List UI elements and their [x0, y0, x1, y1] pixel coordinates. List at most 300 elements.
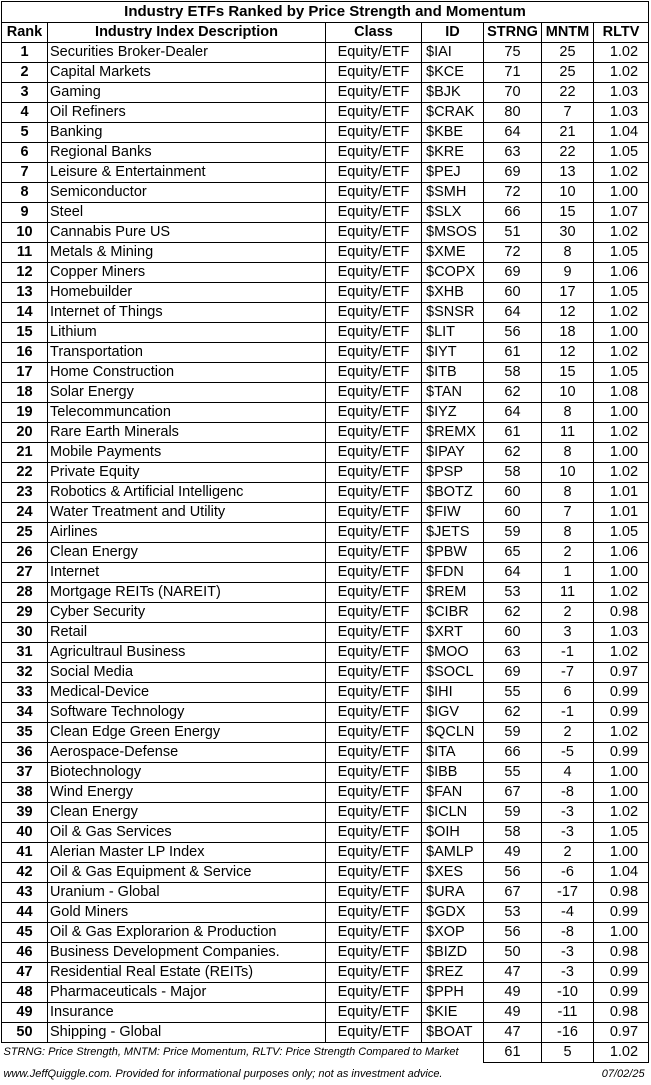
id-cell: $BOTZ	[422, 483, 484, 503]
id-cell: $IHI	[422, 683, 484, 703]
rank-cell: 14	[2, 303, 48, 323]
summary-row	[2, 1043, 649, 1063]
rltv-cell: 0.99	[594, 963, 649, 983]
avg-strng: 61	[484, 1043, 542, 1063]
class-cell: Equity/ETF	[326, 343, 422, 363]
rltv-cell: 1.05	[594, 283, 649, 303]
strng-cell: 63	[484, 643, 542, 663]
id-cell: $ICLN	[422, 803, 484, 823]
table-row	[2, 563, 649, 583]
table-row	[2, 63, 649, 83]
id-cell: $IPAY	[422, 443, 484, 463]
rltv-cell: 1.05	[594, 143, 649, 163]
table-row	[2, 763, 649, 783]
mntm-cell: 21	[542, 123, 594, 143]
table-row	[2, 343, 649, 363]
mntm-cell: 2	[542, 843, 594, 863]
rltv-cell: 0.99	[594, 703, 649, 723]
description-cell: Capital Markets	[48, 63, 326, 83]
class-cell: Equity/ETF	[326, 303, 422, 323]
strng-cell: 56	[484, 863, 542, 883]
description-cell: Alerian Master LP Index	[48, 843, 326, 863]
rank-cell: 26	[2, 543, 48, 563]
strng-cell: 64	[484, 123, 542, 143]
strng-cell: 58	[484, 463, 542, 483]
id-cell: $SLX	[422, 203, 484, 223]
rank-cell: 47	[2, 963, 48, 983]
strng-cell: 47	[484, 963, 542, 983]
class-cell: Equity/ETF	[326, 103, 422, 123]
class-cell: Equity/ETF	[326, 43, 422, 63]
rank-cell: 1	[2, 43, 48, 63]
table-row	[2, 823, 649, 843]
rltv-cell: 1.00	[594, 183, 649, 203]
class-cell: Equity/ETF	[326, 683, 422, 703]
strng-cell: 50	[484, 943, 542, 963]
table-row	[2, 783, 649, 803]
id-cell: $JETS	[422, 523, 484, 543]
table-title: Industry ETFs Ranked by Price Strength and Momentum	[2, 2, 649, 23]
id-cell: $ITB	[422, 363, 484, 383]
id-cell: $IAI	[422, 43, 484, 63]
strng-cell: 64	[484, 303, 542, 323]
id-cell: $IYT	[422, 343, 484, 363]
rank-cell: 38	[2, 783, 48, 803]
description-cell: Software Technology	[48, 703, 326, 723]
table-row	[2, 423, 649, 443]
description-cell: Telecommuncation	[48, 403, 326, 423]
rank-cell: 49	[2, 1003, 48, 1023]
strng-cell: 49	[484, 983, 542, 1003]
id-cell: $CRAK	[422, 103, 484, 123]
rank-cell: 2	[2, 63, 48, 83]
class-cell: Equity/ETF	[326, 1023, 422, 1043]
table-row	[2, 703, 649, 723]
description-cell: Oil & Gas Services	[48, 823, 326, 843]
class-cell: Equity/ETF	[326, 223, 422, 243]
table-row	[2, 603, 649, 623]
table-row	[2, 963, 649, 983]
rltv-cell: 0.98	[594, 603, 649, 623]
class-cell: Equity/ETF	[326, 583, 422, 603]
class-cell: Equity/ETF	[326, 383, 422, 403]
description-cell: Agricultraul Business	[48, 643, 326, 663]
title-row	[2, 2, 649, 23]
rank-cell: 32	[2, 663, 48, 683]
description-cell: Home Construction	[48, 363, 326, 383]
mntm-cell: -3	[542, 803, 594, 823]
description-cell: Steel	[48, 203, 326, 223]
class-cell: Equity/ETF	[326, 523, 422, 543]
header-rank: Rank	[2, 23, 48, 43]
rltv-cell: 1.04	[594, 863, 649, 883]
class-cell: Equity/ETF	[326, 463, 422, 483]
table-row	[2, 103, 649, 123]
class-cell: Equity/ETF	[326, 923, 422, 943]
class-cell: Equity/ETF	[326, 643, 422, 663]
table-row	[2, 503, 649, 523]
header-rltv: RLTV	[594, 23, 649, 43]
strng-cell: 80	[484, 103, 542, 123]
class-cell: Equity/ETF	[326, 323, 422, 343]
class-cell: Equity/ETF	[326, 503, 422, 523]
description-cell: Aerospace-Defense	[48, 743, 326, 763]
table-row	[2, 883, 649, 903]
table-row	[2, 623, 649, 643]
mntm-cell: 3	[542, 623, 594, 643]
id-cell: $MOO	[422, 643, 484, 663]
description-cell: Copper Miners	[48, 263, 326, 283]
table-row	[2, 683, 649, 703]
rank-cell: 37	[2, 763, 48, 783]
id-cell: $QCLN	[422, 723, 484, 743]
rltv-cell: 1.00	[594, 563, 649, 583]
table-row	[2, 523, 649, 543]
avg-rltv: 1.02	[594, 1043, 649, 1063]
etf-ranking-sheet	[1, 1, 648, 1085]
class-cell: Equity/ETF	[326, 83, 422, 103]
avg-mntm: 5	[542, 1043, 594, 1063]
class-cell: Equity/ETF	[326, 803, 422, 823]
mntm-cell: 10	[542, 463, 594, 483]
id-cell: $AMLP	[422, 843, 484, 863]
class-cell: Equity/ETF	[326, 203, 422, 223]
description-cell: Homebuilder	[48, 283, 326, 303]
strng-cell: 58	[484, 823, 542, 843]
table-row	[2, 543, 649, 563]
class-cell: Equity/ETF	[326, 1003, 422, 1023]
table-row	[2, 723, 649, 743]
strng-cell: 62	[484, 443, 542, 463]
id-cell: $PEJ	[422, 163, 484, 183]
class-cell: Equity/ETF	[326, 763, 422, 783]
id-cell: $CIBR	[422, 603, 484, 623]
class-cell: Equity/ETF	[326, 903, 422, 923]
table-row	[2, 363, 649, 383]
id-cell: $KIE	[422, 1003, 484, 1023]
description-cell: Biotechnology	[48, 763, 326, 783]
description-cell: Uranium - Global	[48, 883, 326, 903]
rltv-cell: 1.02	[594, 463, 649, 483]
table-row	[2, 243, 649, 263]
mntm-cell: 1	[542, 563, 594, 583]
mntm-cell: 22	[542, 83, 594, 103]
strng-cell: 61	[484, 343, 542, 363]
id-cell: $PPH	[422, 983, 484, 1003]
id-cell: $PBW	[422, 543, 484, 563]
id-cell: $SMH	[422, 183, 484, 203]
rank-cell: 40	[2, 823, 48, 843]
rank-cell: 16	[2, 343, 48, 363]
mntm-cell: -17	[542, 883, 594, 903]
description-cell: Metals & Mining	[48, 243, 326, 263]
site-note: www.JeffQuiggle.com. Provided for informational purposes only; not as investment advice.	[2, 1063, 542, 1085]
table-row	[2, 403, 649, 423]
rltv-cell: 1.02	[594, 723, 649, 743]
description-cell: Rare Earth Minerals	[48, 423, 326, 443]
rank-cell: 18	[2, 383, 48, 403]
rltv-cell: 1.02	[594, 643, 649, 663]
id-cell: $COPX	[422, 263, 484, 283]
description-cell: Private Equity	[48, 463, 326, 483]
class-cell: Equity/ETF	[326, 783, 422, 803]
class-cell: Equity/ETF	[326, 243, 422, 263]
etf-ranking-table	[1, 1, 649, 1085]
rltv-cell: 1.02	[594, 423, 649, 443]
id-cell: $KCE	[422, 63, 484, 83]
site-row	[2, 1063, 649, 1085]
description-cell: Retail	[48, 623, 326, 643]
table-row	[2, 843, 649, 863]
rltv-cell: 0.99	[594, 683, 649, 703]
rltv-cell: 1.06	[594, 543, 649, 563]
description-cell: Regional Banks	[48, 143, 326, 163]
strng-cell: 67	[484, 883, 542, 903]
rank-cell: 28	[2, 583, 48, 603]
table-row	[2, 303, 649, 323]
mntm-cell: 8	[542, 483, 594, 503]
id-cell: $TAN	[422, 383, 484, 403]
class-cell: Equity/ETF	[326, 443, 422, 463]
rltv-cell: 0.97	[594, 663, 649, 683]
table-row	[2, 663, 649, 683]
rank-cell: 10	[2, 223, 48, 243]
rank-cell: 21	[2, 443, 48, 463]
mntm-cell: -5	[542, 743, 594, 763]
mntm-cell: 6	[542, 683, 594, 703]
rank-cell: 6	[2, 143, 48, 163]
rltv-cell: 1.02	[594, 303, 649, 323]
description-cell: Lithium	[48, 323, 326, 343]
id-cell: $ITA	[422, 743, 484, 763]
description-cell: Water Treatment and Utility	[48, 503, 326, 523]
rltv-cell: 1.02	[594, 803, 649, 823]
table-row	[2, 463, 649, 483]
class-cell: Equity/ETF	[326, 483, 422, 503]
description-cell: Cyber Security	[48, 603, 326, 623]
rltv-cell: 0.99	[594, 903, 649, 923]
rank-cell: 11	[2, 243, 48, 263]
strng-cell: 60	[484, 623, 542, 643]
id-cell: $XME	[422, 243, 484, 263]
rltv-cell: 1.04	[594, 123, 649, 143]
mntm-cell: 4	[542, 763, 594, 783]
description-cell: Airlines	[48, 523, 326, 543]
strng-cell: 69	[484, 263, 542, 283]
description-cell: Oil Refiners	[48, 103, 326, 123]
mntm-cell: 13	[542, 163, 594, 183]
mntm-cell: -3	[542, 823, 594, 843]
rltv-cell: 1.02	[594, 583, 649, 603]
rltv-cell: 1.02	[594, 343, 649, 363]
id-cell: $REMX	[422, 423, 484, 443]
strng-cell: 59	[484, 523, 542, 543]
id-cell: $XRT	[422, 623, 484, 643]
id-cell: $URA	[422, 883, 484, 903]
description-cell: Banking	[48, 123, 326, 143]
rltv-cell: 1.00	[594, 443, 649, 463]
strng-cell: 67	[484, 783, 542, 803]
rank-cell: 50	[2, 1023, 48, 1043]
class-cell: Equity/ETF	[326, 63, 422, 83]
mntm-cell: 8	[542, 243, 594, 263]
header-description: Industry Index Description	[48, 23, 326, 43]
description-cell: Shipping - Global	[48, 1023, 326, 1043]
strng-cell: 65	[484, 543, 542, 563]
table-row	[2, 263, 649, 283]
header-id: ID	[422, 23, 484, 43]
rank-cell: 17	[2, 363, 48, 383]
description-cell: Wind Energy	[48, 783, 326, 803]
rank-cell: 48	[2, 983, 48, 1003]
table-row	[2, 283, 649, 303]
strng-cell: 60	[484, 503, 542, 523]
rank-cell: 13	[2, 283, 48, 303]
id-cell: $SNSR	[422, 303, 484, 323]
header-strng: STRNG	[484, 23, 542, 43]
rltv-cell: 1.08	[594, 383, 649, 403]
id-cell: $FAN	[422, 783, 484, 803]
strng-cell: 62	[484, 603, 542, 623]
mntm-cell: 11	[542, 423, 594, 443]
description-cell: Clean Energy	[48, 543, 326, 563]
class-cell: Equity/ETF	[326, 983, 422, 1003]
strng-cell: 69	[484, 663, 542, 683]
strng-cell: 47	[484, 1023, 542, 1043]
description-cell: Robotics & Artificial Intelligenc	[48, 483, 326, 503]
strng-cell: 62	[484, 703, 542, 723]
class-cell: Equity/ETF	[326, 163, 422, 183]
rank-cell: 33	[2, 683, 48, 703]
class-cell: Equity/ETF	[326, 663, 422, 683]
id-cell: $BJK	[422, 83, 484, 103]
rltv-cell: 0.99	[594, 743, 649, 763]
rank-cell: 41	[2, 843, 48, 863]
mntm-cell: 9	[542, 263, 594, 283]
description-cell: Clean Edge Green Energy	[48, 723, 326, 743]
table-row	[2, 143, 649, 163]
strng-cell: 56	[484, 923, 542, 943]
rank-cell: 5	[2, 123, 48, 143]
description-cell: Social Media	[48, 663, 326, 683]
rank-cell: 29	[2, 603, 48, 623]
strng-cell: 72	[484, 183, 542, 203]
table-row	[2, 323, 649, 343]
class-cell: Equity/ETF	[326, 883, 422, 903]
id-cell: $BOAT	[422, 1023, 484, 1043]
legend-note: STRNG: Price Strength, MNTM: Price Momentum, RLTV: Price Strength Compared to Market	[2, 1043, 484, 1063]
mntm-cell: 2	[542, 603, 594, 623]
class-cell: Equity/ETF	[326, 143, 422, 163]
class-cell: Equity/ETF	[326, 363, 422, 383]
mntm-cell: -3	[542, 963, 594, 983]
strng-cell: 55	[484, 763, 542, 783]
description-cell: Cannabis Pure US	[48, 223, 326, 243]
class-cell: Equity/ETF	[326, 723, 422, 743]
id-cell: $XHB	[422, 283, 484, 303]
strng-cell: 64	[484, 403, 542, 423]
description-cell: Leisure & Entertainment	[48, 163, 326, 183]
description-cell: Transportation	[48, 343, 326, 363]
table-row	[2, 1023, 649, 1043]
class-cell: Equity/ETF	[326, 743, 422, 763]
description-cell: Securities Broker-Dealer	[48, 43, 326, 63]
description-cell: Oil & Gas Explorarion & Production	[48, 923, 326, 943]
rank-cell: 8	[2, 183, 48, 203]
rank-cell: 24	[2, 503, 48, 523]
rltv-cell: 1.02	[594, 43, 649, 63]
id-cell: $LIT	[422, 323, 484, 343]
rank-cell: 25	[2, 523, 48, 543]
rltv-cell: 0.97	[594, 1023, 649, 1043]
rank-cell: 4	[2, 103, 48, 123]
rank-cell: 36	[2, 743, 48, 763]
id-cell: $BIZD	[422, 943, 484, 963]
rank-cell: 7	[2, 163, 48, 183]
rltv-cell: 0.98	[594, 1003, 649, 1023]
rank-cell: 45	[2, 923, 48, 943]
description-cell: Oil & Gas Equipment & Service	[48, 863, 326, 883]
description-cell: Mortgage REITs (NAREIT)	[48, 583, 326, 603]
rltv-cell: 1.05	[594, 363, 649, 383]
strng-cell: 55	[484, 683, 542, 703]
class-cell: Equity/ETF	[326, 963, 422, 983]
mntm-cell: -7	[542, 663, 594, 683]
strng-cell: 53	[484, 903, 542, 923]
mntm-cell: -4	[542, 903, 594, 923]
id-cell: $OIH	[422, 823, 484, 843]
class-cell: Equity/ETF	[326, 703, 422, 723]
table-row	[2, 443, 649, 463]
description-cell: Clean Energy	[48, 803, 326, 823]
strng-cell: 59	[484, 803, 542, 823]
description-cell: Gaming	[48, 83, 326, 103]
strng-cell: 66	[484, 203, 542, 223]
rltv-cell: 1.05	[594, 823, 649, 843]
class-cell: Equity/ETF	[326, 403, 422, 423]
mntm-cell: 12	[542, 303, 594, 323]
description-cell: Business Development Companies.	[48, 943, 326, 963]
strng-cell: 63	[484, 143, 542, 163]
id-cell: $PSP	[422, 463, 484, 483]
strng-cell: 69	[484, 163, 542, 183]
class-cell: Equity/ETF	[326, 863, 422, 883]
mntm-cell: 15	[542, 203, 594, 223]
strng-cell: 71	[484, 63, 542, 83]
mntm-cell: -3	[542, 943, 594, 963]
mntm-cell: 17	[542, 283, 594, 303]
class-cell: Equity/ETF	[326, 823, 422, 843]
mntm-cell: 10	[542, 183, 594, 203]
mntm-cell: -6	[542, 863, 594, 883]
id-cell: $XOP	[422, 923, 484, 943]
table-row	[2, 223, 649, 243]
rank-cell: 42	[2, 863, 48, 883]
rltv-cell: 1.00	[594, 923, 649, 943]
mntm-cell: 15	[542, 363, 594, 383]
mntm-cell: 25	[542, 63, 594, 83]
rank-cell: 30	[2, 623, 48, 643]
rltv-cell: 0.98	[594, 943, 649, 963]
mntm-cell: -16	[542, 1023, 594, 1043]
description-cell: Internet	[48, 563, 326, 583]
header-row	[2, 23, 649, 43]
header-mntm: MNTM	[542, 23, 594, 43]
id-cell: $FDN	[422, 563, 484, 583]
class-cell: Equity/ETF	[326, 543, 422, 563]
mntm-cell: -8	[542, 923, 594, 943]
rank-cell: 46	[2, 943, 48, 963]
